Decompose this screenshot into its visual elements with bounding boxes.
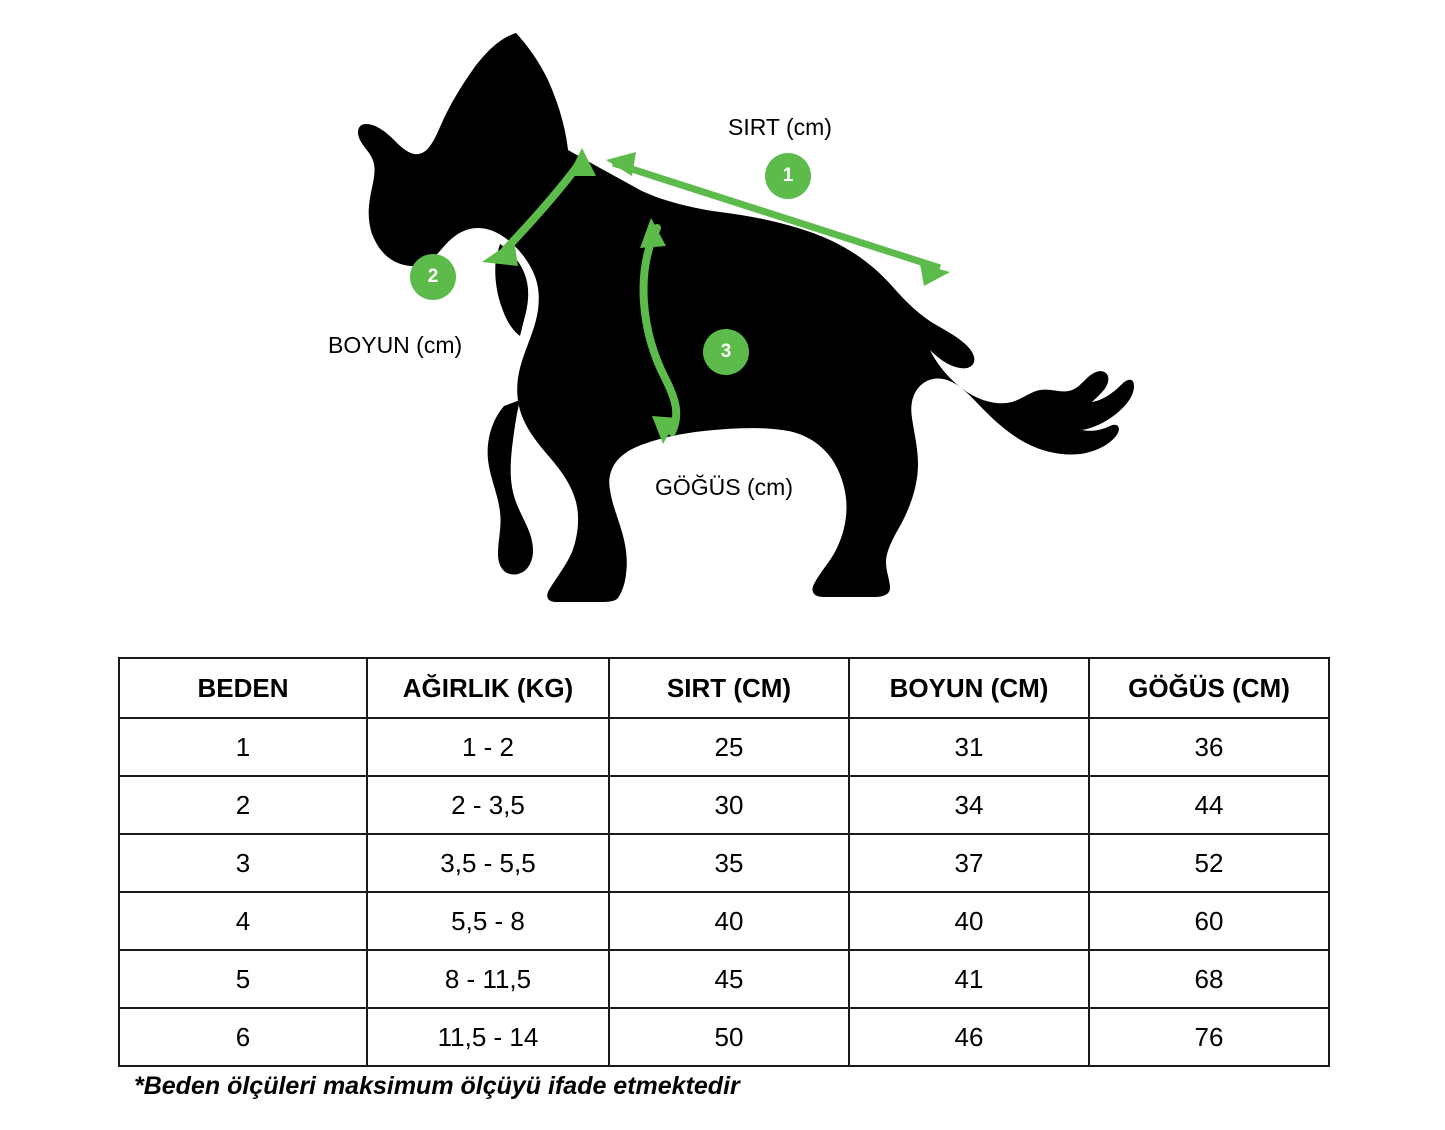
table-row <box>119 950 1329 1008</box>
cell-boyun: 46 <box>849 1008 1089 1066</box>
table-row <box>119 834 1329 892</box>
cell-sirt: 45 <box>609 950 849 1008</box>
table-row <box>119 718 1329 776</box>
cell-agirlik: 5,5 - 8 <box>367 892 609 950</box>
size-table <box>118 657 1330 1067</box>
cell-beden: 5 <box>119 950 367 1008</box>
cell-beden: 2 <box>119 776 367 834</box>
cell-boyun: 41 <box>849 950 1089 1008</box>
cell-sirt: 30 <box>609 776 849 834</box>
badge-3: 3 <box>703 329 749 375</box>
cell-sirt: 50 <box>609 1008 849 1066</box>
cell-sirt: 40 <box>609 892 849 950</box>
cell-sirt: 25 <box>609 718 849 776</box>
column-header-beden: BEDEN <box>119 658 367 718</box>
cell-gogus: 68 <box>1089 950 1329 1008</box>
cell-beden: 4 <box>119 892 367 950</box>
footnote: *Beden ölçüleri maksimum ölçüyü ifade etmektedir <box>134 1072 740 1100</box>
cell-beden: 6 <box>119 1008 367 1066</box>
cell-boyun: 40 <box>849 892 1089 950</box>
sirt-label: SIRT (cm) <box>728 114 832 140</box>
table-row <box>119 776 1329 834</box>
cell-gogus: 52 <box>1089 834 1329 892</box>
cell-gogus: 76 <box>1089 1008 1329 1066</box>
cell-gogus: 44 <box>1089 776 1329 834</box>
cell-agirlik: 8 - 11,5 <box>367 950 609 1008</box>
badge-2: 2 <box>410 254 456 300</box>
cell-agirlik: 11,5 - 14 <box>367 1008 609 1066</box>
column-header-boyun: BOYUN (CM) <box>849 658 1089 718</box>
table-row <box>119 892 1329 950</box>
cell-boyun: 31 <box>849 718 1089 776</box>
cell-boyun: 34 <box>849 776 1089 834</box>
badge-1: 1 <box>765 153 811 199</box>
cell-agirlik: 2 - 3,5 <box>367 776 609 834</box>
boyun-label: BOYUN (cm) <box>328 332 463 358</box>
column-header-agirlik: AĞIRLIK (KG) <box>367 658 609 718</box>
cell-gogus: 36 <box>1089 718 1329 776</box>
cell-beden: 3 <box>119 834 367 892</box>
dog-front-paw <box>488 400 533 575</box>
column-header-gogus: GÖĞÜS (CM) <box>1089 658 1329 718</box>
column-header-sirt: SIRT (CM) <box>609 658 849 718</box>
table-row <box>119 1008 1329 1066</box>
cell-beden: 1 <box>119 718 367 776</box>
cell-boyun: 37 <box>849 834 1089 892</box>
cell-agirlik: 3,5 - 5,5 <box>367 834 609 892</box>
cell-agirlik: 1 - 2 <box>367 718 609 776</box>
cell-gogus: 60 <box>1089 892 1329 950</box>
table-header-row <box>119 658 1329 718</box>
cell-sirt: 35 <box>609 834 849 892</box>
size-table-wrapper <box>118 657 1328 1067</box>
gogus-label: GÖĞÜS (cm) <box>655 474 793 500</box>
